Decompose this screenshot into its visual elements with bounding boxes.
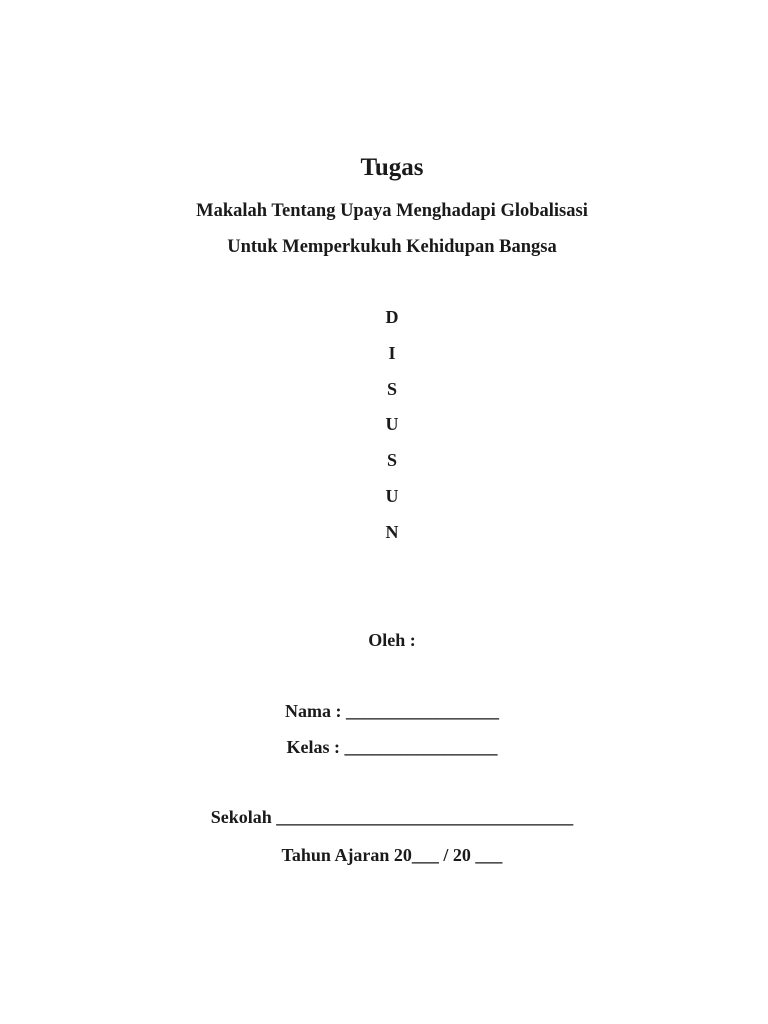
subtitle-line-1: Makalah Tentang Upaya Menghadapi Globalisasi [196,201,588,221]
class-field: Kelas : _________________ [286,737,498,757]
name-field: Nama : _________________ [285,701,499,721]
vertical-letter: S [386,379,397,399]
vertical-letter: I [388,343,396,363]
vertical-letter: N [385,522,399,542]
vertical-letter: U [385,486,399,506]
vertical-letter: U [385,414,399,434]
subtitle-line-2: Untuk Memperkukuh Kehidupan Bangsa [227,237,557,257]
document-title: Tugas [360,154,424,181]
school-field: Sekolah _________________________________ [210,807,574,827]
academic-year-field: Tahun Ajaran 20___ / 20 ___ [281,845,503,865]
vertical-letter: S [386,450,397,470]
vertical-letter: D [385,307,399,327]
by-label: Oleh : [368,630,416,650]
